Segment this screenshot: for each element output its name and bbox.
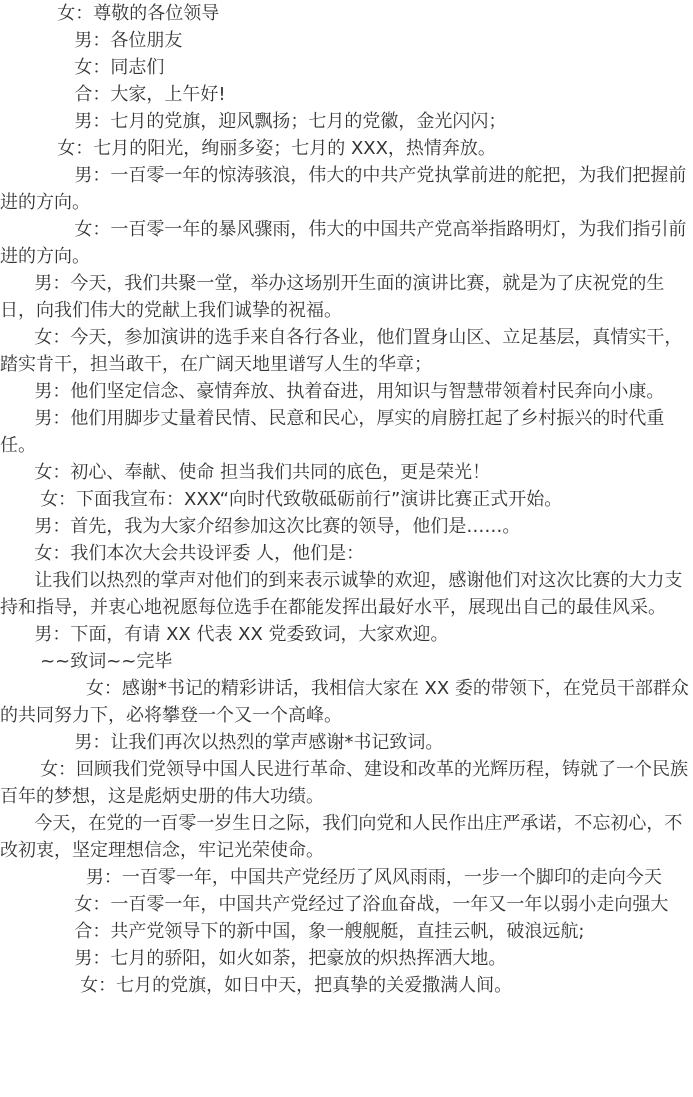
paragraph: 男：七月的骄阳，如火如荼，把豪放的炽热挥洒大地。 bbox=[74, 948, 507, 969]
paragraph: 合：大家，上午好! bbox=[74, 84, 226, 105]
paragraph: 男：下面，有请 XX 代表 XX 党委致词，大家欢迎。 bbox=[34, 624, 449, 645]
paragraph: 女：七月的阳光，绚丽多姿；七月的 XXX，热情奔放。 bbox=[57, 138, 496, 159]
paragraph: 女：今天，参加演讲的选手来自各行各业，他们置身山区、立足基层，真情实干，踏实肯干，担当敢干，在广阔天地里谱写人生的华章； bbox=[0, 327, 683, 375]
paragraph: 男：七月的党旗，迎风飘扬；七月的党徽，金光闪闪； bbox=[74, 111, 507, 132]
paragraph: 男：他们用脚步丈量着民情、民意和民心，厚实的肩膀扛起了乡村振兴的时代重任。 bbox=[0, 408, 665, 456]
paragraph: 女：七月的党旗，如日中天，把真挚的关爱撒满人间。 bbox=[80, 975, 513, 996]
paragraph: 让我们以热烈的掌声对他们的到来表示诚挚的欢迎，感谢他们对这次比赛的大力支持和指导，并衷心地祝愿每位选手在都能发挥出最好水平，展现出自己的最佳风采。 bbox=[0, 570, 683, 618]
paragraph: 男：各位朋友 bbox=[74, 30, 183, 51]
paragraph: 女：一百零一年的暴风骤雨，伟大的中国共产党高举指路明灯，为我们指引前进的方向。 bbox=[0, 219, 687, 267]
paragraph: 女：初心、奉献、使命 担当我们共同的底色，更是荣光！ bbox=[34, 462, 491, 483]
paragraph: 今天，在党的一百零一岁生日之际，我们向党和人民作出庄严承诺，不忘初心，不改初衷，坚定理想信念，牢记光荣使命。 bbox=[0, 813, 683, 861]
paragraph: 男：首先，我为大家介绍参加这次比赛的领导，他们是……。 bbox=[34, 516, 521, 537]
paragraph: 男：一百零一年的惊涛骇浪，伟大的中共产党执掌前进的舵把，为我们把握前进的方向。 bbox=[0, 165, 687, 213]
paragraph: 男：今天，我们共聚一堂，举办这场别开生面的演讲比赛，就是为了庆祝党的生日，向我们伟大的党献上我们诚挚的祝福。 bbox=[0, 273, 665, 321]
paragraph: 女：我们本次大会共设评委 人，他们是： bbox=[34, 543, 365, 564]
paragraph: 男：让我们再次以热烈的掌声感谢*书记致词。 bbox=[74, 732, 444, 753]
paragraph: 女：一百零一年，中国共产党经过了浴血奋战，一年又一年以弱小走向强大 bbox=[74, 894, 669, 915]
paragraph: 女：尊敬的各位领导 bbox=[57, 3, 220, 24]
paragraph: 女：感谢*书记的精彩讲话，我相信大家在 XX 委的带领下，在党员干部群众的共同努力下，必将攀登一个又一个高峰。 bbox=[0, 678, 689, 726]
paragraph: 合：共产党领导下的新中国，象一艘舰艇，直挂云帆，破浪远航; bbox=[74, 921, 585, 942]
paragraph: 女：下面我宣布：XXX“向时代致敬砥砺前行”演讲比赛正式开始。 bbox=[40, 489, 563, 510]
paragraph: ~~致词~~完毕 bbox=[40, 651, 173, 672]
paragraph: 女：回顾我们党领导中国人民进行革命、建设和改革的光辉历程，铸就了一个民族百年的梦想，这是彪炳史册的伟大功绩。 bbox=[0, 759, 689, 807]
paragraph: 男：一百零一年，中国共产党经历了风风雨雨，一步一个脚印的走向今天 bbox=[85, 867, 662, 888]
paragraph: 男：他们坚定信念、豪情奔放、执着奋进，用知识与智慧带领着村民奔向小康。 bbox=[34, 381, 665, 402]
paragraph: 女：同志们 bbox=[74, 57, 165, 78]
